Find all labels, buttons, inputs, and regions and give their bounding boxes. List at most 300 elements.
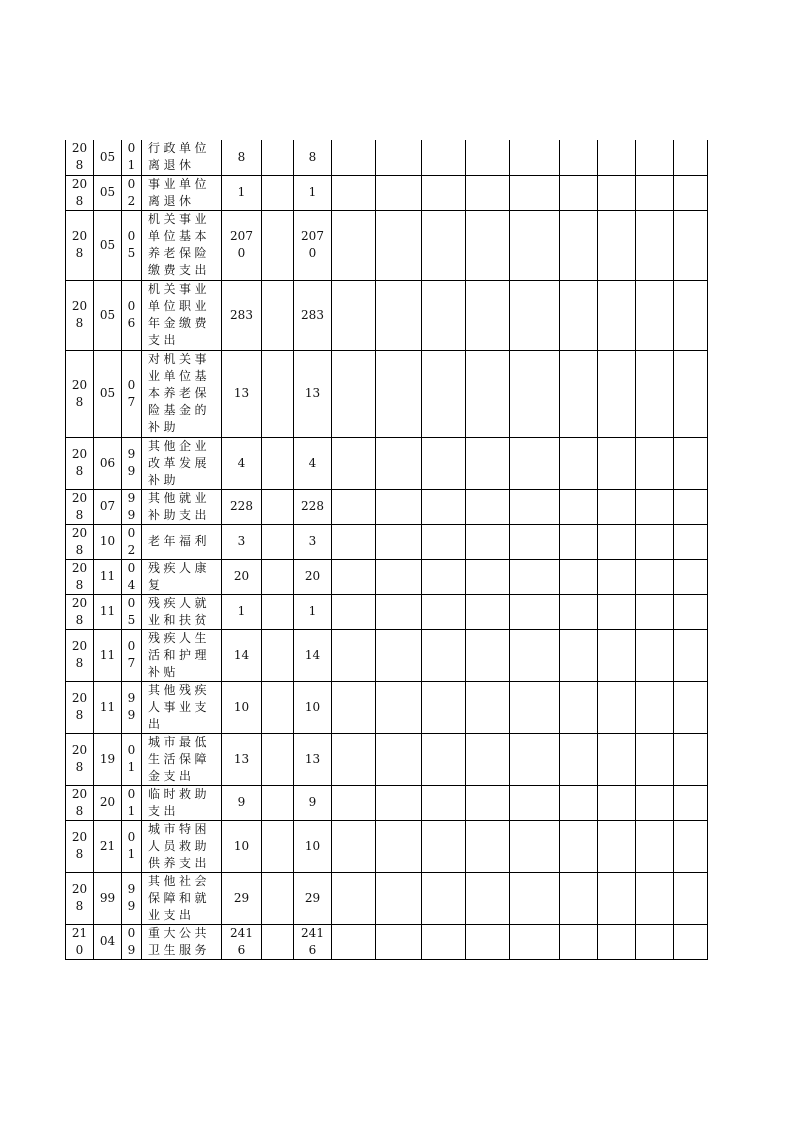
class-code-cell bbox=[66, 629, 94, 681]
total-amount-cell bbox=[222, 733, 262, 785]
empty-cell bbox=[376, 872, 422, 924]
subject-name-cell bbox=[142, 559, 222, 594]
sub-item-code-cell-text: 99 bbox=[127, 882, 136, 913]
basic-expenditure-cell bbox=[294, 524, 332, 559]
class-code-cell-text: 208 bbox=[71, 141, 88, 173]
empty-cell bbox=[332, 210, 376, 280]
class-code-cell-text: 208 bbox=[71, 229, 88, 260]
item-code-cell-text: 05 bbox=[99, 185, 116, 199]
class-code-cell bbox=[66, 594, 94, 629]
col6-cell bbox=[262, 820, 294, 872]
empty-cell bbox=[636, 681, 674, 733]
subject-name-cell bbox=[142, 733, 222, 785]
basic-expenditure-cell bbox=[294, 280, 332, 350]
empty-cell bbox=[376, 140, 422, 175]
class-code-cell-text: 208 bbox=[71, 743, 88, 774]
empty-cell bbox=[598, 820, 636, 872]
class-code-cell-text: 208 bbox=[71, 176, 88, 208]
subject-name-cell bbox=[142, 140, 222, 175]
item-code-cell bbox=[94, 489, 122, 524]
empty-cell bbox=[510, 489, 560, 524]
empty-cell bbox=[510, 872, 560, 924]
empty-cell bbox=[422, 350, 466, 437]
empty-cell bbox=[598, 681, 636, 733]
empty-cell bbox=[636, 924, 674, 959]
total-amount-cell bbox=[222, 820, 262, 872]
sub-item-code-cell-text: 01 bbox=[127, 743, 136, 774]
empty-cell bbox=[560, 280, 598, 350]
empty-cell bbox=[510, 524, 560, 559]
table-row bbox=[66, 210, 708, 280]
empty-cell bbox=[560, 175, 598, 210]
empty-cell bbox=[422, 924, 466, 959]
empty-cell bbox=[510, 924, 560, 959]
empty-cell bbox=[466, 594, 510, 629]
basic-expenditure-cell bbox=[294, 489, 332, 524]
empty-cell bbox=[422, 280, 466, 350]
empty-cell bbox=[332, 559, 376, 594]
empty-cell bbox=[674, 437, 708, 489]
item-code-cell-text: 05 bbox=[99, 386, 116, 400]
empty-cell bbox=[510, 820, 560, 872]
basic-expenditure-cell bbox=[294, 437, 332, 489]
empty-cell bbox=[422, 785, 466, 820]
empty-cell bbox=[422, 872, 466, 924]
sub-item-code-cell-text: 02 bbox=[127, 176, 136, 208]
empty-cell bbox=[376, 489, 422, 524]
empty-cell bbox=[466, 437, 510, 489]
class-code-cell bbox=[66, 524, 94, 559]
class-code-cell bbox=[66, 280, 94, 350]
empty-cell bbox=[674, 175, 708, 210]
subject-name-cell-text: 临时救助支出 bbox=[148, 786, 211, 818]
table-row bbox=[66, 733, 708, 785]
class-code-cell bbox=[66, 681, 94, 733]
class-code-cell-text: 208 bbox=[71, 377, 88, 409]
total-amount-cell bbox=[222, 629, 262, 681]
total-amount-cell-text: 1 bbox=[237, 185, 246, 199]
total-amount-cell-text: 2416 bbox=[230, 925, 253, 957]
item-code-cell-text: 04 bbox=[99, 934, 116, 948]
empty-cell bbox=[560, 924, 598, 959]
class-code-cell-text: 210 bbox=[71, 925, 88, 957]
empty-cell bbox=[598, 785, 636, 820]
empty-cell bbox=[466, 785, 510, 820]
basic-expenditure-cell bbox=[294, 559, 332, 594]
empty-cell bbox=[674, 280, 708, 350]
sub-item-code-cell bbox=[122, 175, 142, 210]
subject-name-cell bbox=[142, 820, 222, 872]
empty-cell bbox=[466, 524, 510, 559]
empty-cell bbox=[510, 785, 560, 820]
table-row bbox=[66, 681, 708, 733]
empty-cell bbox=[674, 210, 708, 280]
item-code-cell bbox=[94, 820, 122, 872]
total-amount-cell-text: 9 bbox=[237, 795, 246, 809]
class-code-cell bbox=[66, 140, 94, 175]
total-amount-cell bbox=[222, 594, 262, 629]
empty-cell bbox=[598, 629, 636, 681]
basic-expenditure-cell-text: 13 bbox=[304, 751, 321, 766]
col6-cell bbox=[262, 524, 294, 559]
item-code-cell bbox=[94, 437, 122, 489]
empty-cell bbox=[560, 872, 598, 924]
basic-expenditure-cell-text: 10 bbox=[304, 838, 321, 853]
empty-cell bbox=[560, 489, 598, 524]
sub-item-code-cell bbox=[122, 924, 142, 959]
item-code-cell bbox=[94, 924, 122, 959]
sub-item-code-cell bbox=[122, 489, 142, 524]
item-code-cell bbox=[94, 872, 122, 924]
empty-cell bbox=[560, 820, 598, 872]
total-amount-cell-text: 228 bbox=[230, 499, 253, 513]
empty-cell bbox=[376, 210, 422, 280]
sub-item-code-cell bbox=[122, 210, 142, 280]
empty-cell bbox=[560, 681, 598, 733]
sub-item-code-cell bbox=[122, 437, 142, 489]
class-code-cell-text: 208 bbox=[71, 525, 88, 557]
table-row bbox=[66, 872, 708, 924]
item-code-cell bbox=[94, 280, 122, 350]
subject-name-cell-text: 城市最低生活保障金支出 bbox=[148, 734, 211, 783]
empty-cell bbox=[598, 175, 636, 210]
item-code-cell-text: 05 bbox=[99, 307, 116, 322]
sub-item-code-cell bbox=[122, 350, 142, 437]
empty-cell bbox=[422, 559, 466, 594]
item-code-cell-text: 05 bbox=[99, 237, 116, 252]
empty-cell bbox=[466, 924, 510, 959]
col6-cell bbox=[262, 629, 294, 681]
sub-item-code-cell-text: 01 bbox=[127, 786, 136, 818]
empty-cell bbox=[332, 280, 376, 350]
item-code-cell bbox=[94, 350, 122, 437]
class-code-cell bbox=[66, 350, 94, 437]
empty-cell bbox=[636, 872, 674, 924]
empty-cell bbox=[332, 140, 376, 175]
empty-cell bbox=[376, 681, 422, 733]
sub-item-code-cell bbox=[122, 140, 142, 175]
class-code-cell bbox=[66, 733, 94, 785]
sub-item-code-cell bbox=[122, 733, 142, 785]
total-amount-cell-text: 14 bbox=[233, 647, 250, 662]
empty-cell bbox=[466, 210, 510, 280]
basic-expenditure-cell-text: 13 bbox=[304, 386, 321, 400]
empty-cell bbox=[510, 437, 560, 489]
table-row bbox=[66, 629, 708, 681]
total-amount-cell bbox=[222, 924, 262, 959]
item-code-cell bbox=[94, 140, 122, 175]
empty-cell bbox=[636, 594, 674, 629]
empty-cell bbox=[376, 175, 422, 210]
basic-expenditure-cell-text: 3 bbox=[308, 534, 317, 548]
sub-item-code-cell bbox=[122, 559, 142, 594]
total-amount-cell-text: 3 bbox=[237, 534, 246, 548]
col6-cell bbox=[262, 210, 294, 280]
budget-table bbox=[65, 140, 708, 960]
empty-cell bbox=[510, 629, 560, 681]
class-code-cell bbox=[66, 559, 94, 594]
total-amount-cell bbox=[222, 681, 262, 733]
total-amount-cell-text: 13 bbox=[233, 751, 250, 766]
subject-name-cell bbox=[142, 350, 222, 437]
sub-item-code-cell-text: 02 bbox=[127, 525, 136, 557]
sub-item-code-cell-text: 07 bbox=[127, 639, 136, 670]
subject-name-cell bbox=[142, 924, 222, 959]
item-code-cell-text: 06 bbox=[99, 455, 116, 470]
basic-expenditure-cell-text: 283 bbox=[301, 307, 324, 322]
empty-cell bbox=[560, 524, 598, 559]
empty-cell bbox=[466, 681, 510, 733]
subject-name-cell-text: 其他企业改革发展补助 bbox=[148, 438, 211, 487]
subject-name-cell bbox=[142, 175, 222, 210]
table-row bbox=[66, 559, 708, 594]
sub-item-code-cell-text: 06 bbox=[127, 299, 136, 330]
item-code-cell bbox=[94, 785, 122, 820]
subject-name-cell-text: 机关事业单位职业年金缴费支出 bbox=[148, 282, 211, 347]
empty-cell bbox=[636, 210, 674, 280]
table-row bbox=[66, 437, 708, 489]
col6-cell bbox=[262, 681, 294, 733]
table-row bbox=[66, 924, 708, 959]
empty-cell bbox=[674, 489, 708, 524]
class-code-cell bbox=[66, 489, 94, 524]
subject-name-cell-text: 老年福利 bbox=[148, 534, 211, 548]
item-code-cell-text: 11 bbox=[99, 699, 116, 714]
basic-expenditure-cell-text: 20 bbox=[304, 569, 321, 583]
empty-cell bbox=[674, 629, 708, 681]
empty-cell bbox=[510, 559, 560, 594]
empty-cell bbox=[376, 524, 422, 559]
empty-cell bbox=[376, 350, 422, 437]
empty-cell bbox=[636, 733, 674, 785]
table-row bbox=[66, 489, 708, 524]
empty-cell bbox=[636, 437, 674, 489]
item-code-cell bbox=[94, 524, 122, 559]
sub-item-code-cell bbox=[122, 629, 142, 681]
empty-cell bbox=[376, 924, 422, 959]
empty-cell bbox=[674, 820, 708, 872]
empty-cell bbox=[466, 350, 510, 437]
empty-cell bbox=[674, 924, 708, 959]
table-row bbox=[66, 524, 708, 559]
subject-name-cell-text: 对机关事业单位基本养老保险基金的补助 bbox=[148, 352, 211, 434]
sub-item-code-cell bbox=[122, 820, 142, 872]
total-amount-cell bbox=[222, 140, 262, 175]
class-code-cell bbox=[66, 924, 94, 959]
subject-name-cell-text: 残疾人康复 bbox=[148, 560, 211, 592]
empty-cell bbox=[332, 785, 376, 820]
empty-cell bbox=[598, 280, 636, 350]
empty-cell bbox=[560, 350, 598, 437]
item-code-cell-text: 21 bbox=[99, 838, 116, 853]
empty-cell bbox=[422, 437, 466, 489]
sub-item-code-cell-text: 04 bbox=[127, 560, 136, 592]
class-code-cell bbox=[66, 872, 94, 924]
col6-cell bbox=[262, 785, 294, 820]
subject-name-cell bbox=[142, 489, 222, 524]
basic-expenditure-cell bbox=[294, 210, 332, 280]
empty-cell bbox=[466, 175, 510, 210]
basic-expenditure-cell bbox=[294, 785, 332, 820]
empty-cell bbox=[422, 489, 466, 524]
subject-name-cell-text: 残疾人生活和护理补贴 bbox=[148, 630, 211, 679]
empty-cell bbox=[376, 820, 422, 872]
basic-expenditure-cell bbox=[294, 140, 332, 175]
basic-expenditure-cell bbox=[294, 924, 332, 959]
total-amount-cell-text: 1 bbox=[237, 604, 246, 618]
empty-cell bbox=[332, 872, 376, 924]
empty-cell bbox=[636, 175, 674, 210]
empty-cell bbox=[598, 489, 636, 524]
total-amount-cell bbox=[222, 785, 262, 820]
empty-cell bbox=[332, 350, 376, 437]
empty-cell bbox=[422, 175, 466, 210]
empty-cell bbox=[636, 280, 674, 350]
empty-cell bbox=[466, 872, 510, 924]
empty-cell bbox=[510, 140, 560, 175]
empty-cell bbox=[332, 733, 376, 785]
empty-cell bbox=[332, 437, 376, 489]
empty-cell bbox=[510, 210, 560, 280]
empty-cell bbox=[598, 350, 636, 437]
basic-expenditure-cell bbox=[294, 594, 332, 629]
empty-cell bbox=[332, 820, 376, 872]
empty-cell bbox=[332, 594, 376, 629]
total-amount-cell-text: 2070 bbox=[230, 229, 253, 260]
empty-cell bbox=[674, 785, 708, 820]
basic-expenditure-cell-text: 29 bbox=[304, 890, 321, 905]
empty-cell bbox=[466, 820, 510, 872]
empty-cell bbox=[560, 210, 598, 280]
empty-cell bbox=[598, 524, 636, 559]
class-code-cell-text: 208 bbox=[71, 299, 88, 330]
empty-cell bbox=[598, 559, 636, 594]
empty-cell bbox=[466, 280, 510, 350]
item-code-cell-text: 11 bbox=[99, 569, 116, 583]
subject-name-cell-text: 城市特困人员救助供养支出 bbox=[148, 821, 211, 870]
empty-cell bbox=[636, 559, 674, 594]
basic-expenditure-cell-text: 14 bbox=[304, 647, 321, 662]
class-code-cell-text: 208 bbox=[71, 560, 88, 592]
sub-item-code-cell bbox=[122, 785, 142, 820]
empty-cell bbox=[636, 489, 674, 524]
item-code-cell bbox=[94, 594, 122, 629]
sub-item-code-cell-text: 99 bbox=[127, 490, 136, 522]
col6-cell bbox=[262, 733, 294, 785]
subject-name-cell-text: 事业单位离退休 bbox=[148, 176, 211, 208]
sub-item-code-cell bbox=[122, 524, 142, 559]
item-code-cell bbox=[94, 210, 122, 280]
basic-expenditure-cell-text: 228 bbox=[301, 499, 324, 513]
empty-cell bbox=[422, 733, 466, 785]
sub-item-code-cell bbox=[122, 681, 142, 733]
empty-cell bbox=[332, 489, 376, 524]
subject-name-cell-text: 其他就业补助支出 bbox=[148, 490, 211, 522]
empty-cell bbox=[560, 437, 598, 489]
empty-cell bbox=[422, 140, 466, 175]
subject-name-cell-text: 残疾人就业和扶贫 bbox=[148, 595, 211, 627]
class-code-cell-text: 208 bbox=[71, 447, 88, 478]
empty-cell bbox=[332, 524, 376, 559]
basic-expenditure-cell-text: 4 bbox=[308, 455, 317, 470]
empty-cell bbox=[376, 437, 422, 489]
class-code-cell-text: 208 bbox=[71, 830, 88, 861]
empty-cell bbox=[376, 559, 422, 594]
empty-cell bbox=[422, 629, 466, 681]
class-code-cell bbox=[66, 437, 94, 489]
sub-item-code-cell-text: 99 bbox=[127, 447, 136, 478]
basic-expenditure-cell-text: 2070 bbox=[301, 229, 324, 260]
empty-cell bbox=[376, 629, 422, 681]
sub-item-code-cell bbox=[122, 872, 142, 924]
empty-cell bbox=[510, 594, 560, 629]
basic-expenditure-cell-text: 10 bbox=[304, 699, 321, 714]
basic-expenditure-cell-text: 8 bbox=[308, 149, 317, 164]
total-amount-cell bbox=[222, 350, 262, 437]
sub-item-code-cell-text: 01 bbox=[127, 141, 136, 173]
empty-cell bbox=[332, 924, 376, 959]
empty-cell bbox=[674, 872, 708, 924]
class-code-cell bbox=[66, 210, 94, 280]
empty-cell bbox=[376, 594, 422, 629]
sub-item-code-cell bbox=[122, 594, 142, 629]
item-code-cell bbox=[94, 629, 122, 681]
empty-cell bbox=[466, 140, 510, 175]
empty-cell bbox=[560, 733, 598, 785]
empty-cell bbox=[560, 140, 598, 175]
empty-cell bbox=[510, 350, 560, 437]
empty-cell bbox=[466, 733, 510, 785]
col6-cell bbox=[262, 350, 294, 437]
total-amount-cell bbox=[222, 872, 262, 924]
empty-cell bbox=[674, 559, 708, 594]
empty-cell bbox=[422, 210, 466, 280]
basic-expenditure-cell bbox=[294, 175, 332, 210]
basic-expenditure-cell bbox=[294, 733, 332, 785]
table-row bbox=[66, 140, 708, 175]
total-amount-cell bbox=[222, 437, 262, 489]
basic-expenditure-cell-text: 2416 bbox=[301, 925, 324, 957]
basic-expenditure-cell-text: 1 bbox=[308, 185, 317, 199]
item-code-cell bbox=[94, 681, 122, 733]
subject-name-cell bbox=[142, 210, 222, 280]
total-amount-cell bbox=[222, 175, 262, 210]
empty-cell bbox=[674, 733, 708, 785]
total-amount-cell-text: 13 bbox=[233, 386, 250, 400]
empty-cell bbox=[332, 681, 376, 733]
empty-cell bbox=[332, 175, 376, 210]
item-code-cell-text: 19 bbox=[99, 751, 116, 766]
total-amount-cell-text: 283 bbox=[230, 307, 253, 322]
item-code-cell-text: 11 bbox=[99, 647, 116, 662]
empty-cell bbox=[560, 785, 598, 820]
total-amount-cell bbox=[222, 559, 262, 594]
total-amount-cell bbox=[222, 280, 262, 350]
subject-name-cell-text: 行政单位离退休 bbox=[148, 141, 211, 173]
item-code-cell bbox=[94, 175, 122, 210]
sub-item-code-cell-text: 05 bbox=[127, 595, 136, 627]
sub-item-code-cell-text: 07 bbox=[127, 377, 136, 409]
class-code-cell bbox=[66, 785, 94, 820]
empty-cell bbox=[510, 175, 560, 210]
subject-name-cell-text: 其他社会保障和就业支出 bbox=[148, 873, 211, 922]
sub-item-code-cell bbox=[122, 280, 142, 350]
table-row bbox=[66, 350, 708, 437]
total-amount-cell-text: 20 bbox=[233, 569, 250, 583]
class-code-cell-text: 208 bbox=[71, 786, 88, 818]
empty-cell bbox=[636, 350, 674, 437]
col6-cell bbox=[262, 594, 294, 629]
